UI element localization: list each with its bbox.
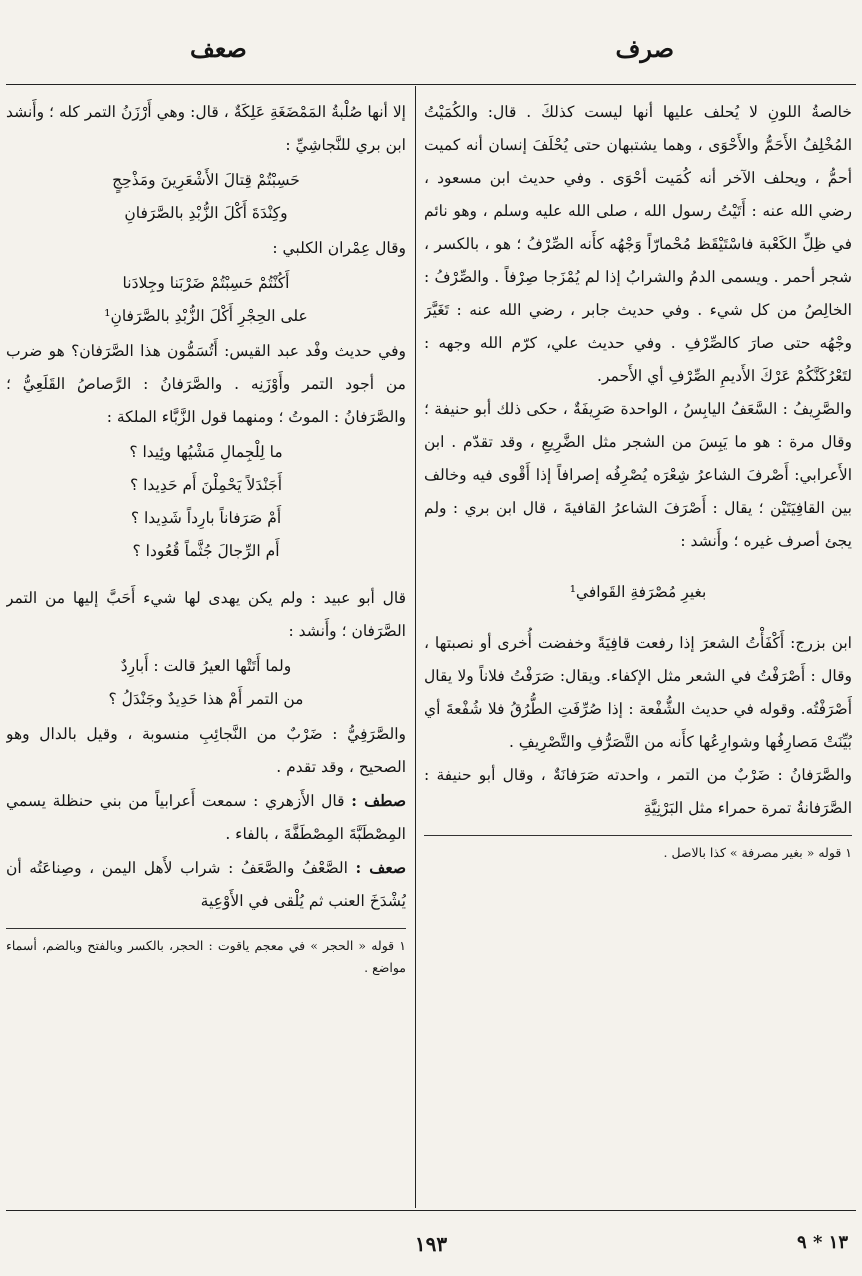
- verse-line: وكِنْدَةَ أَكْلَ الزُّبْدِ بالصَّرَفانِ: [124, 204, 288, 222]
- signature-mark: ١٣ * ٩: [797, 1232, 848, 1253]
- entry-saaf: [6, 851, 406, 918]
- verse-line: ولما أَتَتْها العيرُ قالت : أَبارِدٌ: [120, 657, 292, 675]
- verse-line: أَم الرِّجالَ جُثَّماً قُعُودا ؟: [132, 542, 280, 560]
- top-rule: [6, 84, 856, 85]
- lemma-sataf: صطف :: [351, 791, 406, 810]
- verse-line: أَمْ صَرَفاناً بارِداً شَدِيدا ؟: [130, 509, 282, 527]
- lemma-saaf: صعف :: [355, 858, 406, 877]
- verse-abu-ubaid: [6, 650, 406, 716]
- verse-line: من التمر أَمْ هذا حَدِيدٌ وجَنْدَلُ ؟: [108, 690, 304, 708]
- page-number: ١٩٣: [414, 1232, 448, 1256]
- verse-zabba: [6, 436, 406, 568]
- verse-imran: [6, 267, 406, 333]
- entry-saaf-text: الصَّعْفُ والصَّعَفُ : شراب لأَهل اليمن ، وصِناعَتُه أن يُشْدَخَ العنب ثم يُلْقى في الأَوْعِية: [6, 859, 406, 910]
- left-paragraph-4: قال أبو عبيد : ولم يكن يهدى لها شيء أَحَبَّ إليها من التمر الصَّرَفان ؛ وأَنشد :: [6, 589, 406, 640]
- left-paragraph-3: وفي حديث وفْد عبد القيس: أَتُسَمُّون هذا الصَّرَفان؟ هو ضرب من أجود التمر وأَوْزَنِه . والصَّرَفانُ : الرَّصاصُ القَلَعِيُّ ؛ والصَّرَفانُ : الموتُ ؛ ومنهما قول الزَّبَّاء الملكة :: [6, 342, 406, 426]
- bottom-rule: [6, 1210, 856, 1211]
- spacer: [6, 570, 406, 582]
- header-left-word: صعف: [190, 34, 247, 63]
- right-paragraph-2: والصَّرِيفُ : السَّعَفُ اليابِسُ ، الواحدة صَرِيفَةٌ ، حكى ذلك أبو حنيفة ؛ وقال مرة : هو ما يَبِسَ من الشجر مثل الضَّرِيعِ ، وقد تقدّم . ابن الأَعرابي: أَصْرفَ الشاعرُ شِعْرَه يُصْرِفُه إصرافاً إذا أَقْوى فيه وخالف بين القافِيَتَيْن ؛ يقال : أَصْرَفَ الشاعرُ القافيةَ ، قال ابن بري : ولم يجئ أصرف غيره ؛ وأَنشد :: [424, 400, 852, 550]
- verse-line: حَسِبْتُمْ قِتالَ الأَشْعَرِينَ ومَذْحِجٍ: [112, 171, 300, 189]
- right-paragraph-3: ابن بزرج: أَكْفَأْتُ الشعرَ إذا رفعت قافِيَةً وخفضت أُخرى أو نصبتها ، وقال : أَصْرَفْتُ في الشعر مثل الإكفاء. ويقال: صَرَفْتُ فلاناً ولا يقال أَصْرَفْتُه. وقوله في حديث الشُّفْعة : إذا صُرِّفَتِ الطُّرُقُ فلا شُفْعةَ أي بُيِّنَتْ مَصارِفُها وشوارِعُها كأَنه من التَّصَرُّفِ والتَّصْرِيفِ .: [424, 634, 852, 751]
- verse-line: على الحِجْرِ أَكْلَ الزُّبْدِ بالصَّرَفانِ¹: [104, 307, 308, 325]
- left-paragraph-1: إلا أنها صُلْبةُ المَمْضَغَةِ عَلِكَةٌ ، قال: وهي أَرْزَنُ التمر كله ؛ وأَنشد ابن بري للنَّجاشِيِّ :: [6, 103, 406, 154]
- verse-line: ما لِلْجِمالِ مَشْيُها وئِيدا ؟: [129, 443, 283, 461]
- right-paragraph-4: والصَّرَفانُ : ضَرْبٌ من التمر ، واحدته صَرَفانَةٌ ، وقال أبو حنيفة : الصَّرَفانةُ تمرة حمراء مثل البَرْنِيَّةِ: [424, 766, 852, 817]
- right-paragraph-1: خالصةُ اللونِ لا يُحلف عليها أنها ليست كذلكَ . قال: والكُمَيْتُ المُخْلِفُ الأَحَمُّ والأَحْوَى ، وهما يشتبهان حتى يُحْلَفَ إنسان أنه كميت أحمُّ ، ويحلف الآخر أنه كُمَيت أحْوَى . وفي حديث ابن مسعود ، رضي الله عنه : أَتَيْتُ رسول الله ، صلى الله عليه وسلم ، وهو نائم في ظِلِّ الكَعْبة فاسْتَيْقَظ مُحْمارّاً وَجْهُه كأَنه الصِّرْفُ ؛ هو ، بالكسر ، شجر أحمر . ويسمى الدمُ والشرابُ إذا لم يُمْزَجا صِرْفاً . والصِّرْفُ : الخالِصُ من كل شيء . وفي حديث جابر ، رضي الله عنه : تَغَيَّرَ وجْهُه حتى صارَ كالصِّرْفِ . وفي حديث علي، كرّم الله وجهه : لتَعْرُكَنَّكُمْ عَرْكَ الأَديمِ الصِّرْفِ أي الأَحمر.: [424, 103, 852, 385]
- right-footnote: ١ قوله « بغير مصرفة » كذا بالاصل .: [424, 835, 852, 864]
- right-column: [424, 96, 852, 1206]
- verse-najashi: [6, 164, 406, 230]
- entry-sataf: [6, 784, 406, 851]
- verse-line: أَجَنْدَلاً يَحْمِلْنَ أَم حَدِيدا ؟: [129, 476, 283, 494]
- left-footnote: ١ قوله « الحجر » في معجم ياقوت : الحجر، بالكسر وبالفتح وبالضم، أسماء مواضع .: [6, 928, 406, 979]
- verse-line: أَكُنْتُمْ حَسِبْتُمْ ضَرْبَنا وجِلادَنا: [122, 274, 290, 292]
- column-divider: [415, 86, 416, 1208]
- left-paragraph-5: والصَّرَفِيُّ : ضَرْبٌ من النَّجائِبِ منسوبة ، وقيل بالدال وهو الصحيح ، وقد تقدم .: [6, 725, 406, 776]
- entry-sataf-text: قال الأَزهري : سمعت أَعرابياً من بني حنظلة يسمي المِصْطَبَّةَ المِصْطَفَّةَ ، بالفاء .: [6, 792, 406, 843]
- left-paragraph-2: وقال عِمْران الكلبي :: [272, 239, 406, 257]
- left-column: [6, 96, 406, 1206]
- header-right-word: صرف: [615, 34, 674, 63]
- verse-heading: بغيرِ مُصْرَفةِ القَوافي¹: [569, 583, 707, 601]
